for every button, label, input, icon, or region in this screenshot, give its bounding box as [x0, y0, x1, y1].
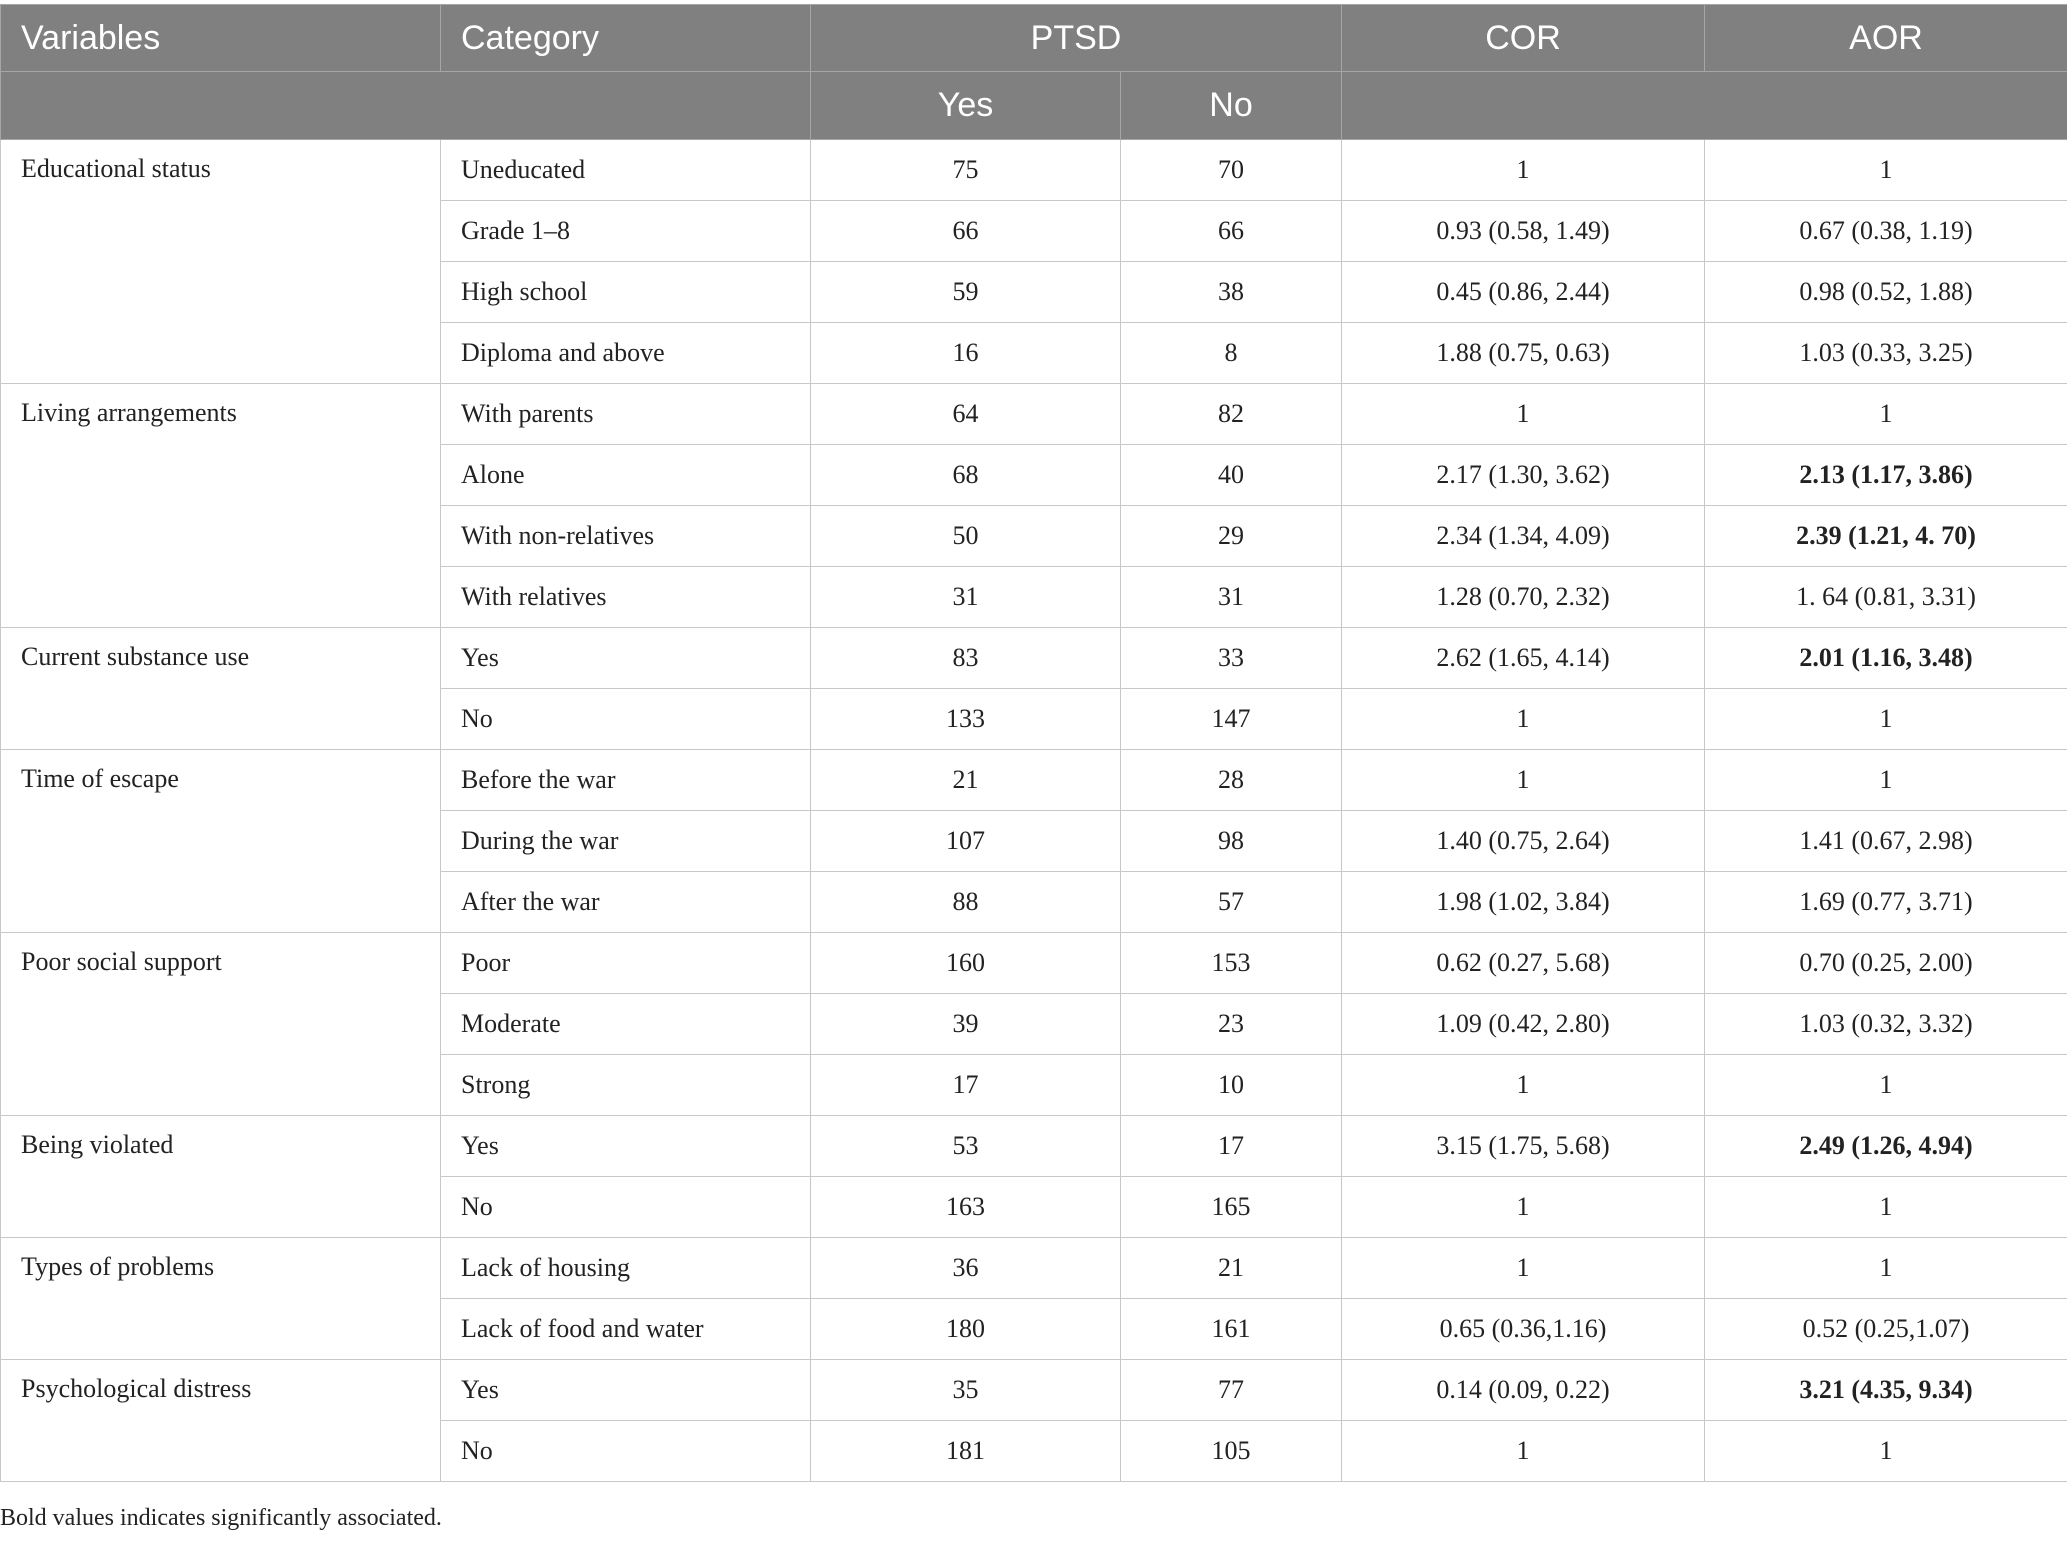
table-row: [1, 1116, 2067, 1177]
ptsd-association-table: [0, 4, 2067, 1482]
cor-cell: 1: [1342, 750, 1705, 811]
ptsd-yes-cell: 36: [811, 1238, 1121, 1299]
category-cell: Yes: [441, 628, 811, 689]
ptsd-yes-cell: 21: [811, 750, 1121, 811]
category-cell: Lack of housing: [441, 1238, 811, 1299]
variable-cell: Types of problems: [1, 1238, 441, 1360]
category-cell: Before the war: [441, 750, 811, 811]
ptsd-yes-cell: 83: [811, 628, 1121, 689]
cor-cell: 0.62 (0.27, 5.68): [1342, 933, 1705, 994]
aor-cell: 1: [1705, 1238, 2067, 1299]
ptsd-yes-cell: 107: [811, 811, 1121, 872]
ptsd-no-cell: 165: [1121, 1177, 1342, 1238]
table-row: [1, 140, 2067, 201]
header-blank-right: [1342, 72, 2067, 140]
category-cell: After the war: [441, 872, 811, 933]
ptsd-yes-cell: 59: [811, 262, 1121, 323]
cor-cell: 1: [1342, 140, 1705, 201]
table-row: [1, 1360, 2067, 1421]
ptsd-no-cell: 23: [1121, 994, 1342, 1055]
cor-cell: 1.09 (0.42, 2.80): [1342, 994, 1705, 1055]
ptsd-no-cell: 77: [1121, 1360, 1342, 1421]
cor-cell: 1.98 (1.02, 3.84): [1342, 872, 1705, 933]
category-cell: Alone: [441, 445, 811, 506]
ptsd-yes-cell: 133: [811, 689, 1121, 750]
table-body: [1, 140, 2067, 1482]
ptsd-yes-cell: 17: [811, 1055, 1121, 1116]
cor-cell: 1: [1342, 384, 1705, 445]
cor-cell: 0.45 (0.86, 2.44): [1342, 262, 1705, 323]
category-cell: With relatives: [441, 567, 811, 628]
cor-cell: 0.93 (0.58, 1.49): [1342, 201, 1705, 262]
table-row: [1, 933, 2067, 994]
cor-cell: 1: [1342, 1055, 1705, 1116]
variable-cell: Time of escape: [1, 750, 441, 933]
category-cell: Grade 1–8: [441, 201, 811, 262]
ptsd-yes-cell: 39: [811, 994, 1121, 1055]
header-ptsd: PTSD: [811, 5, 1342, 72]
table-header: [1, 5, 2067, 140]
category-cell: No: [441, 1421, 811, 1482]
category-cell: Yes: [441, 1360, 811, 1421]
category-cell: Uneducated: [441, 140, 811, 201]
aor-cell: 2.01 (1.16, 3.48): [1705, 628, 2067, 689]
cor-cell: 2.34 (1.34, 4.09): [1342, 506, 1705, 567]
aor-cell: 0.70 (0.25, 2.00): [1705, 933, 2067, 994]
ptsd-no-cell: 40: [1121, 445, 1342, 506]
variable-cell: Current substance use: [1, 628, 441, 750]
aor-cell: 1.03 (0.32, 3.32): [1705, 994, 2067, 1055]
aor-cell: 1: [1705, 384, 2067, 445]
cor-cell: 3.15 (1.75, 5.68): [1342, 1116, 1705, 1177]
aor-cell: 0.98 (0.52, 1.88): [1705, 262, 2067, 323]
category-cell: Poor: [441, 933, 811, 994]
ptsd-yes-cell: 181: [811, 1421, 1121, 1482]
ptsd-no-cell: 82: [1121, 384, 1342, 445]
ptsd-no-cell: 17: [1121, 1116, 1342, 1177]
cor-cell: 1.40 (0.75, 2.64): [1342, 811, 1705, 872]
category-cell: With non-relatives: [441, 506, 811, 567]
ptsd-yes-cell: 35: [811, 1360, 1121, 1421]
header-aor: AOR: [1705, 5, 2067, 72]
cor-cell: 2.62 (1.65, 4.14): [1342, 628, 1705, 689]
category-cell: High school: [441, 262, 811, 323]
ptsd-no-cell: 33: [1121, 628, 1342, 689]
ptsd-no-cell: 147: [1121, 689, 1342, 750]
ptsd-yes-cell: 160: [811, 933, 1121, 994]
category-cell: Yes: [441, 1116, 811, 1177]
category-cell: Strong: [441, 1055, 811, 1116]
ptsd-yes-cell: 53: [811, 1116, 1121, 1177]
ptsd-no-cell: 161: [1121, 1299, 1342, 1360]
cor-cell: 1: [1342, 1238, 1705, 1299]
table-row: [1, 384, 2067, 445]
table-row: [1, 628, 2067, 689]
variable-cell: Living arrangements: [1, 384, 441, 628]
header-ptsd-no: No: [1121, 72, 1342, 140]
header-variables: Variables: [1, 5, 441, 72]
cor-cell: 0.14 (0.09, 0.22): [1342, 1360, 1705, 1421]
category-cell: No: [441, 689, 811, 750]
aor-cell: 1: [1705, 689, 2067, 750]
header-ptsd-yes: Yes: [811, 72, 1121, 140]
aor-cell: 1.03 (0.33, 3.25): [1705, 323, 2067, 384]
ptsd-yes-cell: 31: [811, 567, 1121, 628]
ptsd-no-cell: 31: [1121, 567, 1342, 628]
ptsd-yes-cell: 88: [811, 872, 1121, 933]
variable-cell: Psychological distress: [1, 1360, 441, 1482]
aor-cell: 1.69 (0.77, 3.71): [1705, 872, 2067, 933]
ptsd-no-cell: 105: [1121, 1421, 1342, 1482]
ptsd-yes-cell: 75: [811, 140, 1121, 201]
category-cell: During the war: [441, 811, 811, 872]
aor-cell: 0.52 (0.25,1.07): [1705, 1299, 2067, 1360]
aor-cell: 2.39 (1.21, 4. 70): [1705, 506, 2067, 567]
header-category: Category: [441, 5, 811, 72]
ptsd-no-cell: 10: [1121, 1055, 1342, 1116]
aor-cell: 1: [1705, 140, 2067, 201]
aor-cell: 0.67 (0.38, 1.19): [1705, 201, 2067, 262]
aor-cell: 1. 64 (0.81, 3.31): [1705, 567, 2067, 628]
table-row: [1, 1238, 2067, 1299]
results-table-container: [0, 4, 2067, 1482]
ptsd-yes-cell: 68: [811, 445, 1121, 506]
cor-cell: 1.28 (0.70, 2.32): [1342, 567, 1705, 628]
ptsd-no-cell: 153: [1121, 933, 1342, 994]
table-footnote: Bold values indicates significantly associated.: [0, 1505, 442, 1531]
cor-cell: 2.17 (1.30, 3.62): [1342, 445, 1705, 506]
variable-cell: Educational status: [1, 140, 441, 384]
ptsd-no-cell: 66: [1121, 201, 1342, 262]
aor-cell: 1: [1705, 1055, 2067, 1116]
ptsd-no-cell: 57: [1121, 872, 1342, 933]
ptsd-no-cell: 21: [1121, 1238, 1342, 1299]
ptsd-no-cell: 28: [1121, 750, 1342, 811]
ptsd-no-cell: 29: [1121, 506, 1342, 567]
ptsd-yes-cell: 16: [811, 323, 1121, 384]
aor-cell: 2.49 (1.26, 4.94): [1705, 1116, 2067, 1177]
aor-cell: 1: [1705, 1421, 2067, 1482]
ptsd-yes-cell: 180: [811, 1299, 1121, 1360]
ptsd-no-cell: 38: [1121, 262, 1342, 323]
ptsd-yes-cell: 64: [811, 384, 1121, 445]
variable-cell: Being violated: [1, 1116, 441, 1238]
ptsd-no-cell: 70: [1121, 140, 1342, 201]
cor-cell: 1: [1342, 689, 1705, 750]
ptsd-yes-cell: 163: [811, 1177, 1121, 1238]
aor-cell: 1: [1705, 750, 2067, 811]
table-row: [1, 750, 2067, 811]
category-cell: Moderate: [441, 994, 811, 1055]
variable-cell: Poor social support: [1, 933, 441, 1116]
cor-cell: 1: [1342, 1421, 1705, 1482]
cor-cell: 0.65 (0.36,1.16): [1342, 1299, 1705, 1360]
category-cell: With parents: [441, 384, 811, 445]
cor-cell: 1: [1342, 1177, 1705, 1238]
aor-cell: 2.13 (1.17, 3.86): [1705, 445, 2067, 506]
category-cell: Lack of food and water: [441, 1299, 811, 1360]
category-cell: Diploma and above: [441, 323, 811, 384]
ptsd-yes-cell: 50: [811, 506, 1121, 567]
category-cell: No: [441, 1177, 811, 1238]
header-cor: COR: [1342, 5, 1705, 72]
aor-cell: 1.41 (0.67, 2.98): [1705, 811, 2067, 872]
header-blank-left: [1, 72, 811, 140]
ptsd-no-cell: 8: [1121, 323, 1342, 384]
aor-cell: 1: [1705, 1177, 2067, 1238]
ptsd-yes-cell: 66: [811, 201, 1121, 262]
ptsd-no-cell: 98: [1121, 811, 1342, 872]
cor-cell: 1.88 (0.75, 0.63): [1342, 323, 1705, 384]
aor-cell: 3.21 (4.35, 9.34): [1705, 1360, 2067, 1421]
